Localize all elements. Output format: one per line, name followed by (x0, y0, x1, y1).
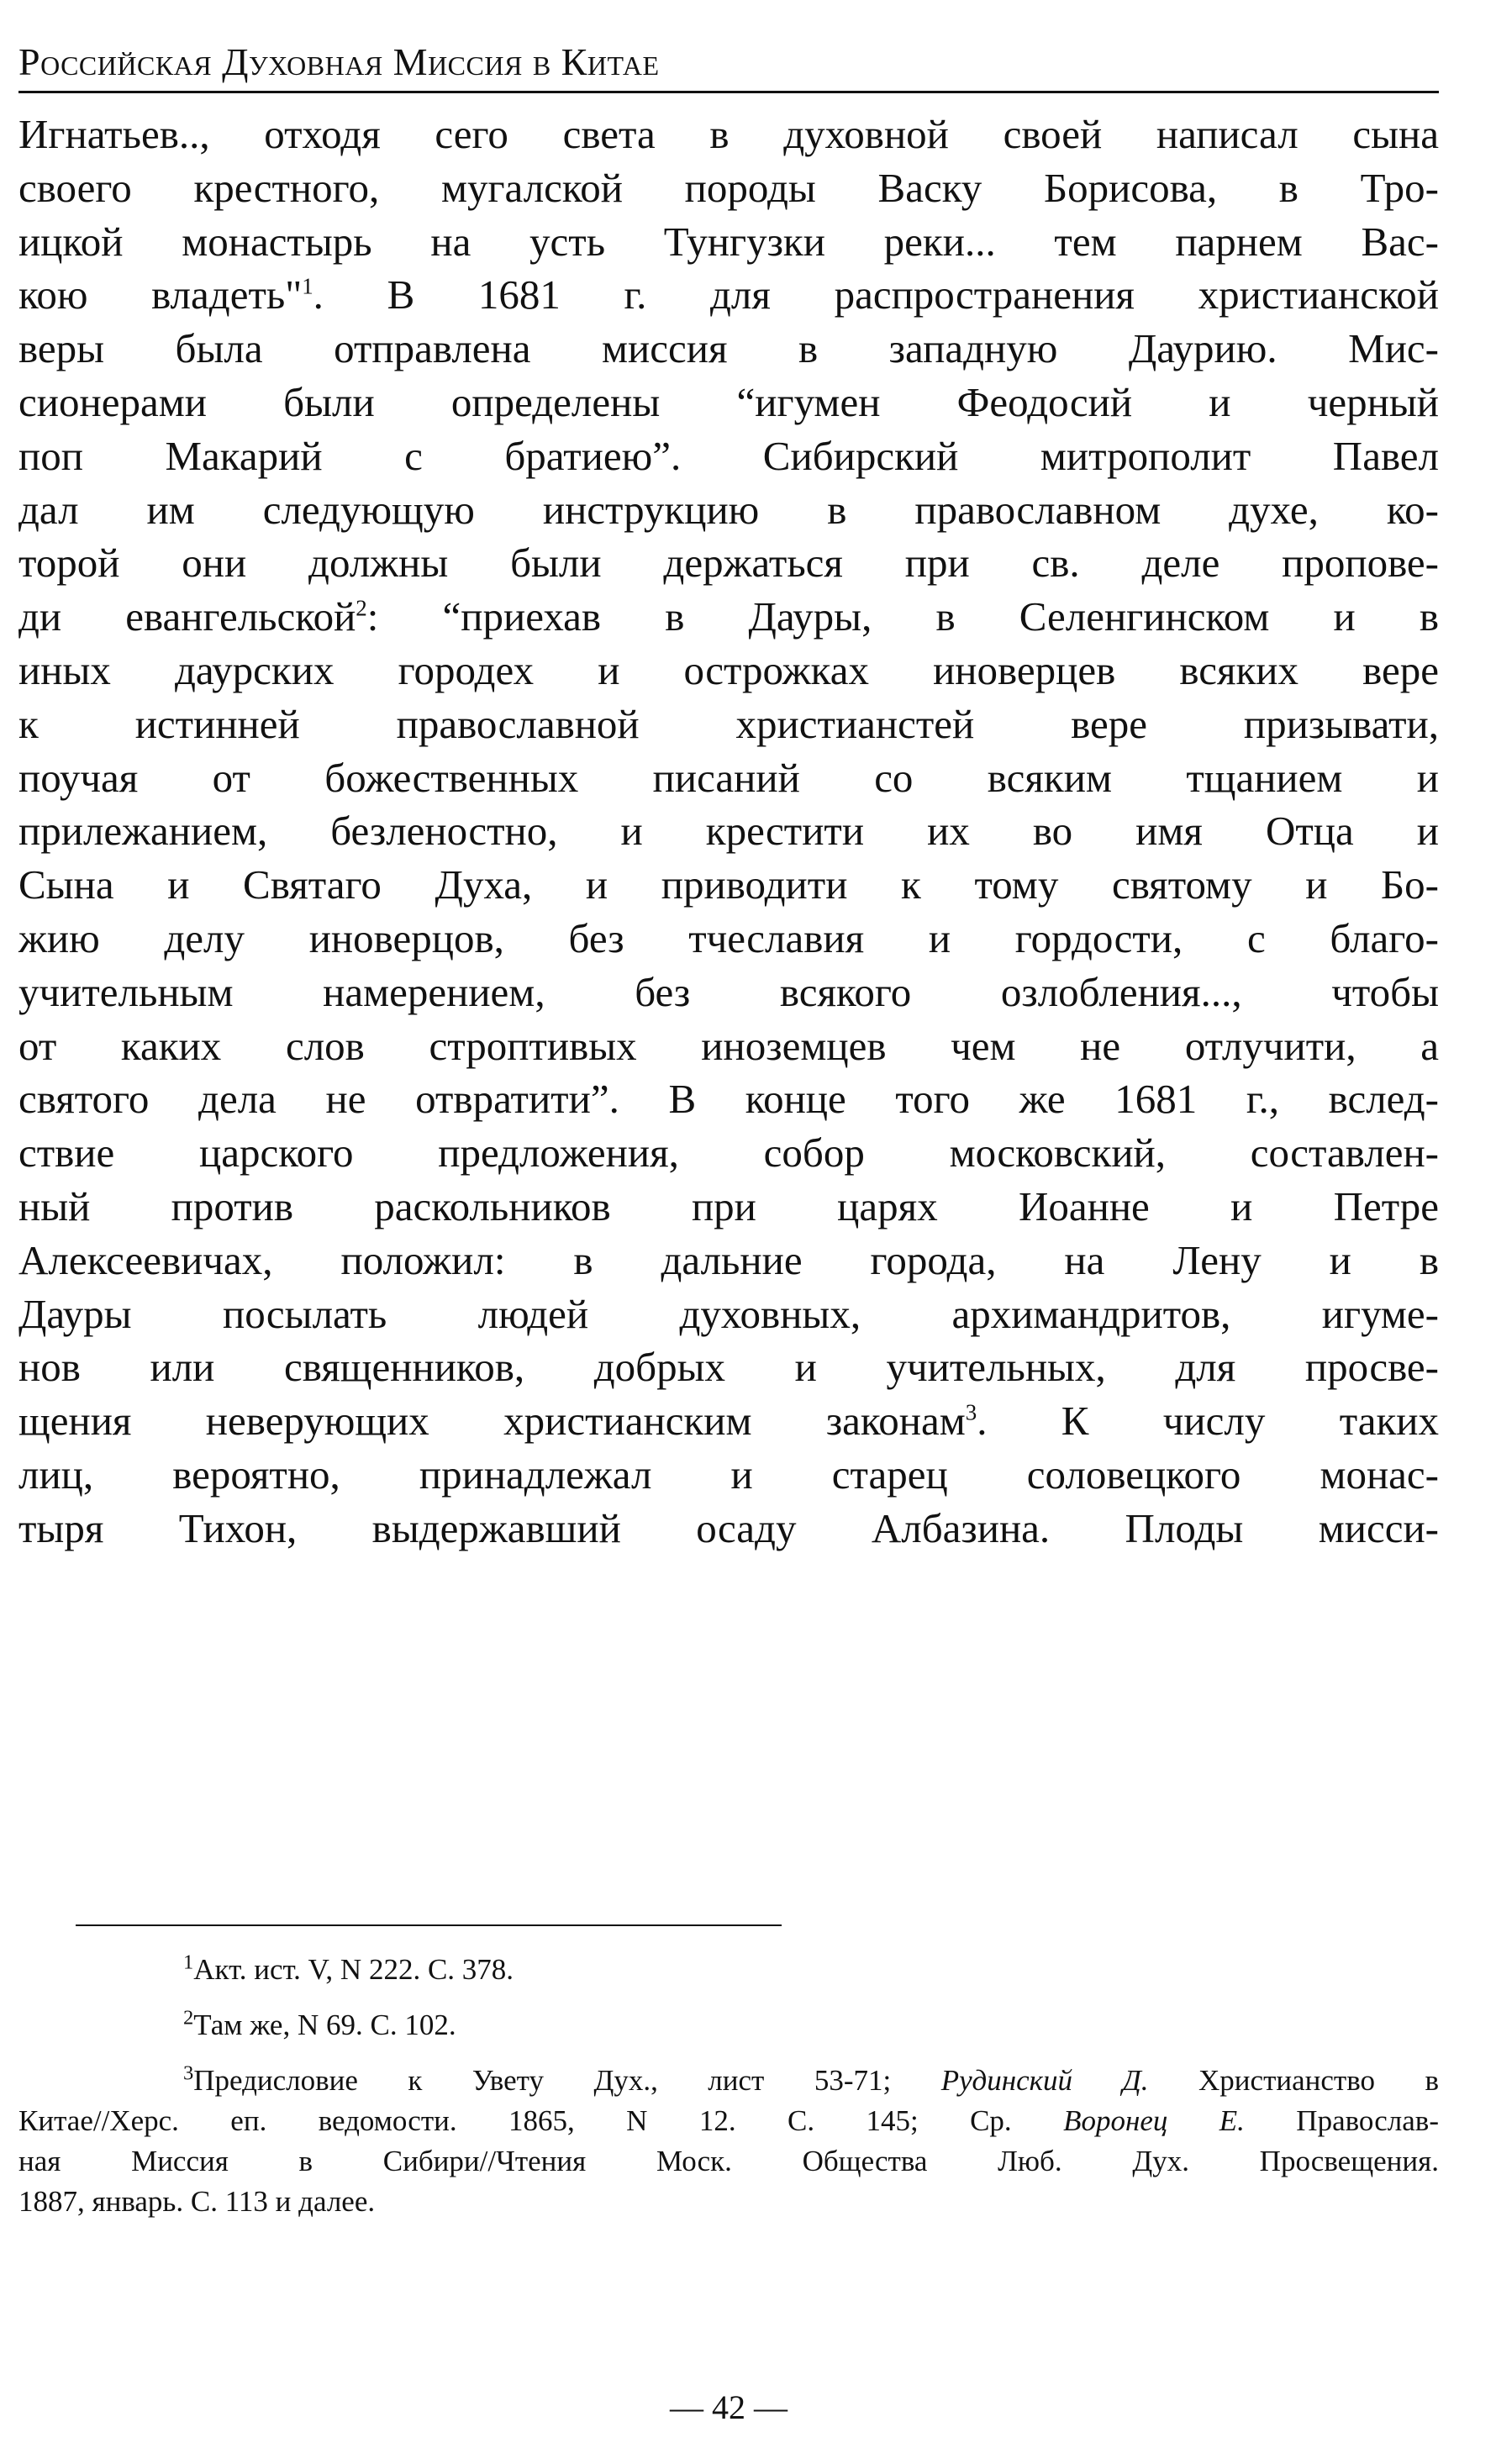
book-page (18, 0, 1439, 2464)
footnote-ref-1: 1 (302, 274, 313, 300)
footnote-2 (18, 2005, 1439, 2045)
text-line: поп Макарий с братиею”. Сибирский митрополит Павел (18, 432, 1439, 479)
text-line: своего крестного, мугалской породы Васку Борисова, в Тро- (18, 164, 1439, 211)
text-line: поучая от божественных писаний со всяким тщанием и (18, 754, 1439, 801)
footnote-text: Акт. ист. V, N 222. С. 378. (193, 1953, 514, 1986)
body-text (18, 108, 1439, 1556)
text-line: прилежанием, безленостно, и крестити их во имя Отца и (18, 808, 1439, 855)
page-number: — 42 — (670, 2388, 788, 2426)
footnote-3-continued: 1887, январь. С. 113 и далее. (18, 2185, 376, 2218)
text-line: нов или священников, добрых и учительных, для просве- (18, 1344, 1439, 1391)
footnote-text: Там же, N 69. С. 102. (193, 2009, 456, 2041)
text-segment: ди евангельской (18, 593, 356, 640)
footnote-author: Воронец Е. (1063, 2104, 1245, 2137)
text-segment: кою владеть" (18, 271, 303, 319)
text-line: Сына и Святаго Духа, и приводити к тому святому и Бо- (18, 861, 1439, 908)
footnote-1 (18, 1950, 1439, 1990)
footnote-number: 2 (183, 2006, 194, 2030)
header-rule (18, 91, 1439, 93)
text-segment: . В 1681 г. для распространения христианской (313, 271, 1439, 319)
text-line: ствие царского предложения, собор московский, составлен- (18, 1129, 1439, 1177)
text-line: тыря Тихон, выдержавший осаду Албазина. Плоды мисси- (18, 1504, 1439, 1551)
text-segment: : “приехав в Дауры, в Селенгинском и в (366, 593, 1439, 640)
running-head: Российская Духовная Миссия в Китае (18, 40, 660, 83)
text-line: дал им следующую инструкцию в православном духе, ко- (18, 486, 1439, 533)
footnote-text: Христианство в (1148, 2064, 1439, 2097)
text-line: сионерами были определены “игумен Феодосий и черный (18, 378, 1439, 425)
footnotes (18, 1950, 1439, 2222)
text-line (18, 268, 1439, 322)
text-line: жию делу иноверцов, без тчеславия и гордости, с благо- (18, 914, 1439, 961)
text-line: лиц, вероятно, принадлежал и старец соловецкого монас- (18, 1450, 1439, 1498)
text-line: ицкой монастырь на усть Тунгузки реки... тем парнем Вас- (18, 218, 1439, 265)
text-line: Алексеевичах, положил: в дальние города, на Лену и в (18, 1236, 1439, 1283)
footnote-number: 1 (183, 1951, 194, 1974)
text-line (18, 590, 1439, 644)
footnote-number: 3 (183, 2061, 194, 2085)
text-line: торой они должны были держаться при св. деле пропове- (18, 540, 1439, 587)
text-segment: щения неверующих христианским законам (18, 1398, 966, 1445)
footnote-author: Рудинский Д. (940, 2064, 1149, 2097)
footnote-ref-2: 2 (356, 595, 367, 621)
footnote-text: Предисловие к Увету Дух., лист 53-71; (193, 2064, 941, 2097)
text-line: Дауры посылать людей духовных, архимандритов, игуме- (18, 1290, 1439, 1337)
text-line: Игнатьев.., отходя сего света в духовной своей написал сына (18, 111, 1439, 157)
text-line: к истинней православной христианстей вере призывати, (18, 700, 1439, 747)
footnote-3 (18, 2061, 1439, 2101)
text-line: ный против раскольников при царях Иоанне и Петре (18, 1182, 1439, 1229)
footnote-rule (76, 1924, 782, 1926)
footnote-3-continued: ная Миссия в Сибири//Чтения Моск. Общества Люб. Дух. Просвещения. (18, 2145, 1439, 2177)
footnote-ref-3: 3 (965, 1399, 977, 1425)
text-line: иных даурских городех и острожках иноверцев всяких вере (18, 646, 1439, 693)
text-line: святого дела не отвратити”. В конце того же 1681 г., вслед- (18, 1076, 1439, 1123)
footnote-text: Православ- (1244, 2104, 1439, 2137)
text-segment: . К числу таких (977, 1398, 1439, 1445)
text-line: от каких слов строптивых иноземцев чем не отлучити, а (18, 1022, 1439, 1069)
text-line (18, 1394, 1439, 1448)
footnote-text: Китае//Херс. еп. ведомости. 1865, N 12. С. 145; Ср. (18, 2104, 1064, 2137)
text-line: веры была отправлена миссия в западную Даурию. Мис- (18, 325, 1439, 372)
footnote-3-continued (18, 2101, 1439, 2141)
text-line: учительным намерением, без всякого озлобления..., чтобы (18, 968, 1439, 1015)
